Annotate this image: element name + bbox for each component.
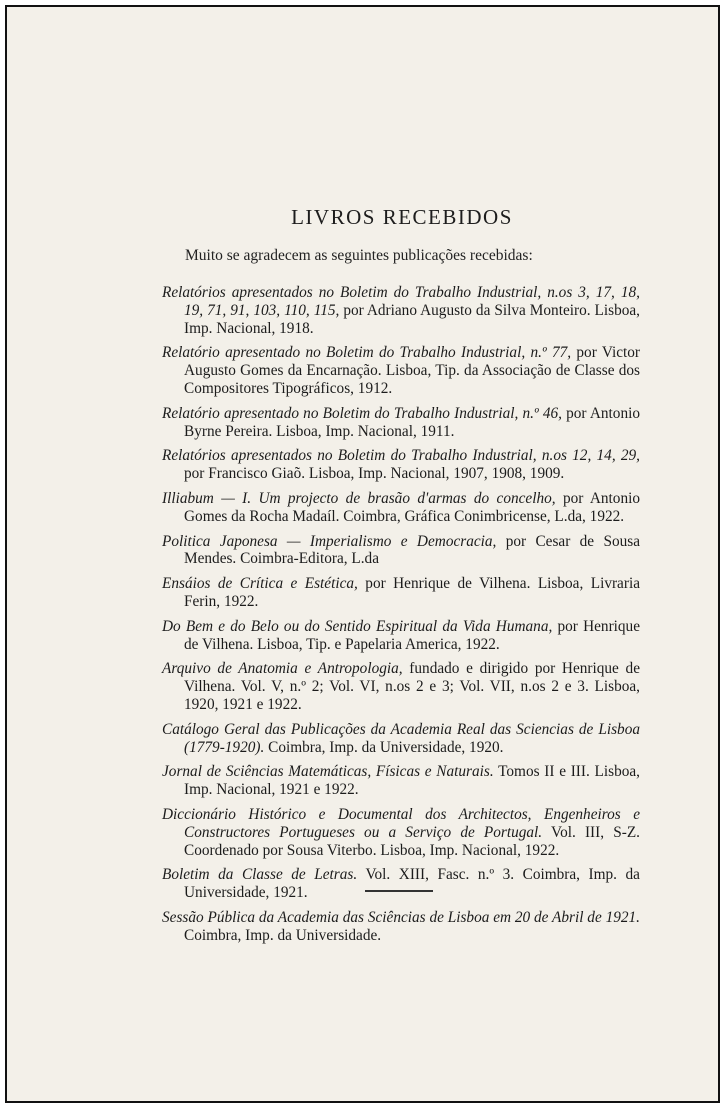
book-list [162, 284, 640, 952]
list-item [162, 866, 640, 902]
entry-title: Do Bem e do Belo ou do Sentido Espiritual da Vida Humana, [162, 617, 553, 635]
entry-details: Tomos II e III. Lisboa, Imp. Nacional, 1921 e 1922. [184, 763, 640, 799]
entry-details: por Henrique de Vilhena. Lisboa, Tip. e Papelaria America, 1922. [184, 617, 640, 653]
entry-title: Boletim da Classe de Letras. [162, 866, 358, 884]
list-item [162, 763, 640, 799]
list-item [162, 490, 640, 526]
entry-details: fundado e dirigido por Henrique de Vilhena. Vol. V, n.º 2; Vol. VI, n.os 2 e 3; Vol. VII, n.os 2 e 3. Lisboa, 1920, 1921 e 1922. [184, 660, 640, 713]
entry-details: Vol. XIII, Fasc. n.º 3. Coimbra, Imp. da Universidade, 1921. [184, 866, 640, 902]
intro-text: Muito se agradecem as seguintes publicações recebidas: [185, 247, 533, 264]
entry-details: por Henrique de Vilhena. Lisboa, Livraria Ferin, 1922. [184, 575, 640, 610]
list-item [162, 284, 640, 337]
entry-title: Illiabum — I. Um projecto de brasão d'armas do concelho, [162, 489, 556, 507]
list-item [162, 660, 640, 713]
entry-details: por Adriano Augusto da Silva Monteiro. Lisboa, Imp. Nacional, 1918. [184, 301, 640, 337]
entry-title: Arquivo de Anatomia e Antropologia, [162, 660, 403, 678]
entry-details: Coimbra, Imp. da Universidade, 1920. [264, 738, 504, 756]
entry-title: Relatório apresentado no Boletim do Trabalho Industrial, n.º 46, [162, 404, 562, 422]
list-item [162, 533, 640, 569]
list-item [162, 575, 640, 611]
entry-title: Relatórios apresentados no Boletim do Trabalho Industrial, n.os 12, 14, 29, [162, 447, 640, 465]
entry-title: Relatório apresentado no Boletim do Trabalho Industrial, n.º 77, [162, 344, 572, 362]
list-item [162, 405, 640, 441]
list-item [162, 344, 640, 397]
entry-title: Diccionário Histórico e Documental dos Architectos, Engenheiros e Constructores Portugueses ou a Serviço de Portugal. [162, 805, 640, 841]
entry-title: Relatórios apresentados no Boletim do Trabalho Industrial, n.os 3, 17, 18, 19, 71, 91, 103, 110, 115, [162, 284, 640, 319]
entry-title: Jornal de Sciências Matemáticas, Físicas e Naturais. [162, 763, 494, 781]
entry-details: Vol. III, S-Z. Coordenado por Sousa Viterbo. Lisboa, Imp. Nacional, 1922. [184, 823, 640, 859]
list-item [162, 721, 640, 757]
entry-title: Ensáios de Crítica e Estética, [162, 575, 358, 593]
document-page [7, 7, 718, 1101]
closing-rule [365, 890, 433, 892]
entry-details: por Francisco Giaõ. Lisboa, Imp. Nacional, 1907, 1908, 1909. [184, 465, 565, 483]
entry-title: Catálogo Geral das Publicações da Academia Real das Sciencias de Lisboa (1779-1920). [162, 720, 640, 756]
list-item [162, 618, 640, 654]
page-title: LIVROS RECEBIDOS [291, 205, 513, 229]
entry-details: Coimbra, Imp. da Universidade. [184, 926, 382, 944]
list-item [162, 806, 640, 859]
entry-details: por Victor Augusto Gomes da Encarnação. Lisboa, Tip. da Associação de Classe dos Compositores Tipográficos, 1912. [184, 344, 640, 397]
list-item [162, 909, 640, 945]
entry-details: por Antonio Byrne Pereira. Lisboa, Imp. Nacional, 1911. [184, 404, 640, 440]
list-item [162, 447, 640, 483]
entry-details: por Cesar de Sousa Mendes. Coimbra-Editora, L.da [184, 532, 640, 568]
entry-title: Politica Japonesa — Imperialismo e Democracia, [162, 532, 497, 550]
entry-title: Sessão Pública da Academia das Sciências de Lisboa em 20 de Abril de 1921. [162, 908, 640, 926]
entry-details: por Antonio Gomes da Rocha Madaíl. Coimbra, Gráfica Conimbricense, L.da, 1922. [184, 489, 640, 525]
